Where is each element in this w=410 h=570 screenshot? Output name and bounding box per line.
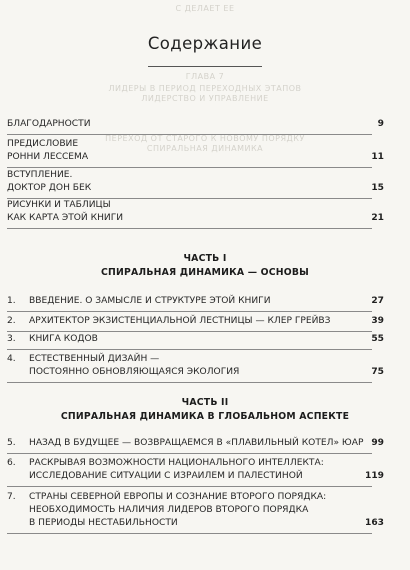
bleed-through-text: ЛИДЕРЫ В ПЕРИОД ПЕРЕХОДНЫХ ЭТАПОВ	[108, 84, 302, 93]
toc-entry-chapter-6[interactable]	[7, 457, 384, 483]
entry-rule	[7, 453, 372, 454]
chapter-number: 5.	[7, 438, 16, 448]
entry-title: НАЗАД В БУДУЩЕЕ — ВОЗВРАЩАЕМСЯ В «ПЛАВИЛЬНЫЙ КОТЕЛ» ЮАР	[29, 438, 364, 448]
bleed-through-text: ПЕРЕХОД ОТ СТАРОГО К НОВОМУ ПОРЯДКУ	[105, 134, 305, 143]
entry-title: БЛАГОДАРНОСТИ	[7, 119, 91, 129]
entry-title: ПРЕДИСЛОВИЕ	[7, 139, 79, 149]
entry-title: АРХИТЕКТОР ЭКЗИСТЕНЦИАЛЬНОЙ ЛЕСТНИЦЫ — КЛЕР ГРЕЙВЗ	[29, 316, 331, 326]
page-number: 39	[371, 316, 384, 326]
entry-title: СТРАНЫ СЕВЕРНОЙ ЕВРОПЫ И СОЗНАНИЕ ВТОРОГО ПОРЯДКА:	[29, 492, 327, 502]
entry-title: РАСКРЫВАЯ ВОЗМОЖНОСТИ НАЦИОНАЛЬНОГО ИНТЕЛЛЕКТА:	[29, 458, 324, 468]
entry-title: НЕОБХОДИМОСТЬ НАЛИЧИЯ ЛИДЕРОВ ВТОРОГО ПОРЯДКА	[29, 505, 309, 515]
bleed-through-text: С ДЕЛАЕТ ЕЕ	[175, 4, 235, 13]
entry-title: КАК КАРТА ЭТОЙ КНИГИ	[7, 213, 124, 223]
page-number: 99	[371, 438, 384, 448]
entry-title: В ПЕРИОДЫ НЕСТАБИЛЬНОСТИ	[29, 518, 178, 528]
page-number: 163	[365, 518, 384, 528]
page-number: 27	[371, 296, 384, 306]
entry-title: ВСТУПЛЕНИЕ.	[7, 170, 73, 180]
chapter-number: 4.	[7, 354, 16, 364]
page-number: 119	[365, 471, 384, 481]
bleed-through-text: ЛИДЕРСТВО И УПРАВЛЕНИЕ	[141, 94, 269, 103]
bleed-through-text: СПИРАЛЬНАЯ ДИНАМИКА	[146, 144, 264, 153]
entry-rule	[7, 533, 372, 534]
chapter-number: 3.	[7, 334, 16, 344]
page-title: Содержание	[147, 34, 263, 53]
part2-chapter-list	[7, 0, 384, 570]
page-number: 11	[371, 152, 384, 162]
part-label: ЧАСТЬ I	[183, 253, 227, 264]
page-number: 55	[371, 334, 384, 344]
chapter-number: 1.	[7, 296, 16, 306]
entry-title: РИСУНКИ И ТАБЛИЦЫ	[7, 200, 111, 210]
entry-title: ИССЛЕДОВАНИЕ СИТУАЦИИ С ИЗРАИЛЕМ И ПАЛЕСТИНОЙ	[29, 471, 303, 481]
entry-rule	[7, 486, 372, 487]
page-number: 75	[371, 367, 384, 377]
entry-title: ВВЕДЕНИЕ. О ЗАМЫСЛЕ И СТРУКТУРЕ ЭТОЙ КНИГИ	[29, 296, 271, 306]
chapter-number: 6.	[7, 458, 16, 468]
page-number: 21	[371, 213, 384, 223]
toc-entry-chapter-5[interactable]	[7, 437, 384, 450]
part-title: СПИРАЛЬНАЯ ДИНАМИКА — ОСНОВЫ	[101, 267, 309, 278]
entry-title: КНИГА КОДОВ	[29, 334, 98, 344]
part-title: СПИРАЛЬНАЯ ДИНАМИКА В ГЛОБАЛЬНОМ АСПЕКТЕ	[60, 411, 350, 422]
chapter-number: 7.	[7, 492, 16, 502]
page-number: 15	[371, 183, 384, 193]
toc-entry-chapter-7[interactable]	[7, 491, 384, 530]
entry-title: ДОКТОР ДОН БЕК	[7, 183, 92, 193]
part-label: ЧАСТЬ II	[181, 397, 229, 408]
bleed-through-text: ГЛАВА 7	[185, 72, 225, 81]
chapter-number: 2.	[7, 316, 16, 326]
entry-title: ПОСТОЯННО ОБНОВЛЯЮЩАЯСЯ ЭКОЛОГИЯ	[29, 367, 240, 377]
entry-title: РОННИ ЛЕССЕМА	[7, 152, 89, 162]
page-number: 9	[377, 119, 384, 129]
entry-title: ЕСТЕСТВЕННЫЙ ДИЗАЙН —	[29, 354, 160, 364]
